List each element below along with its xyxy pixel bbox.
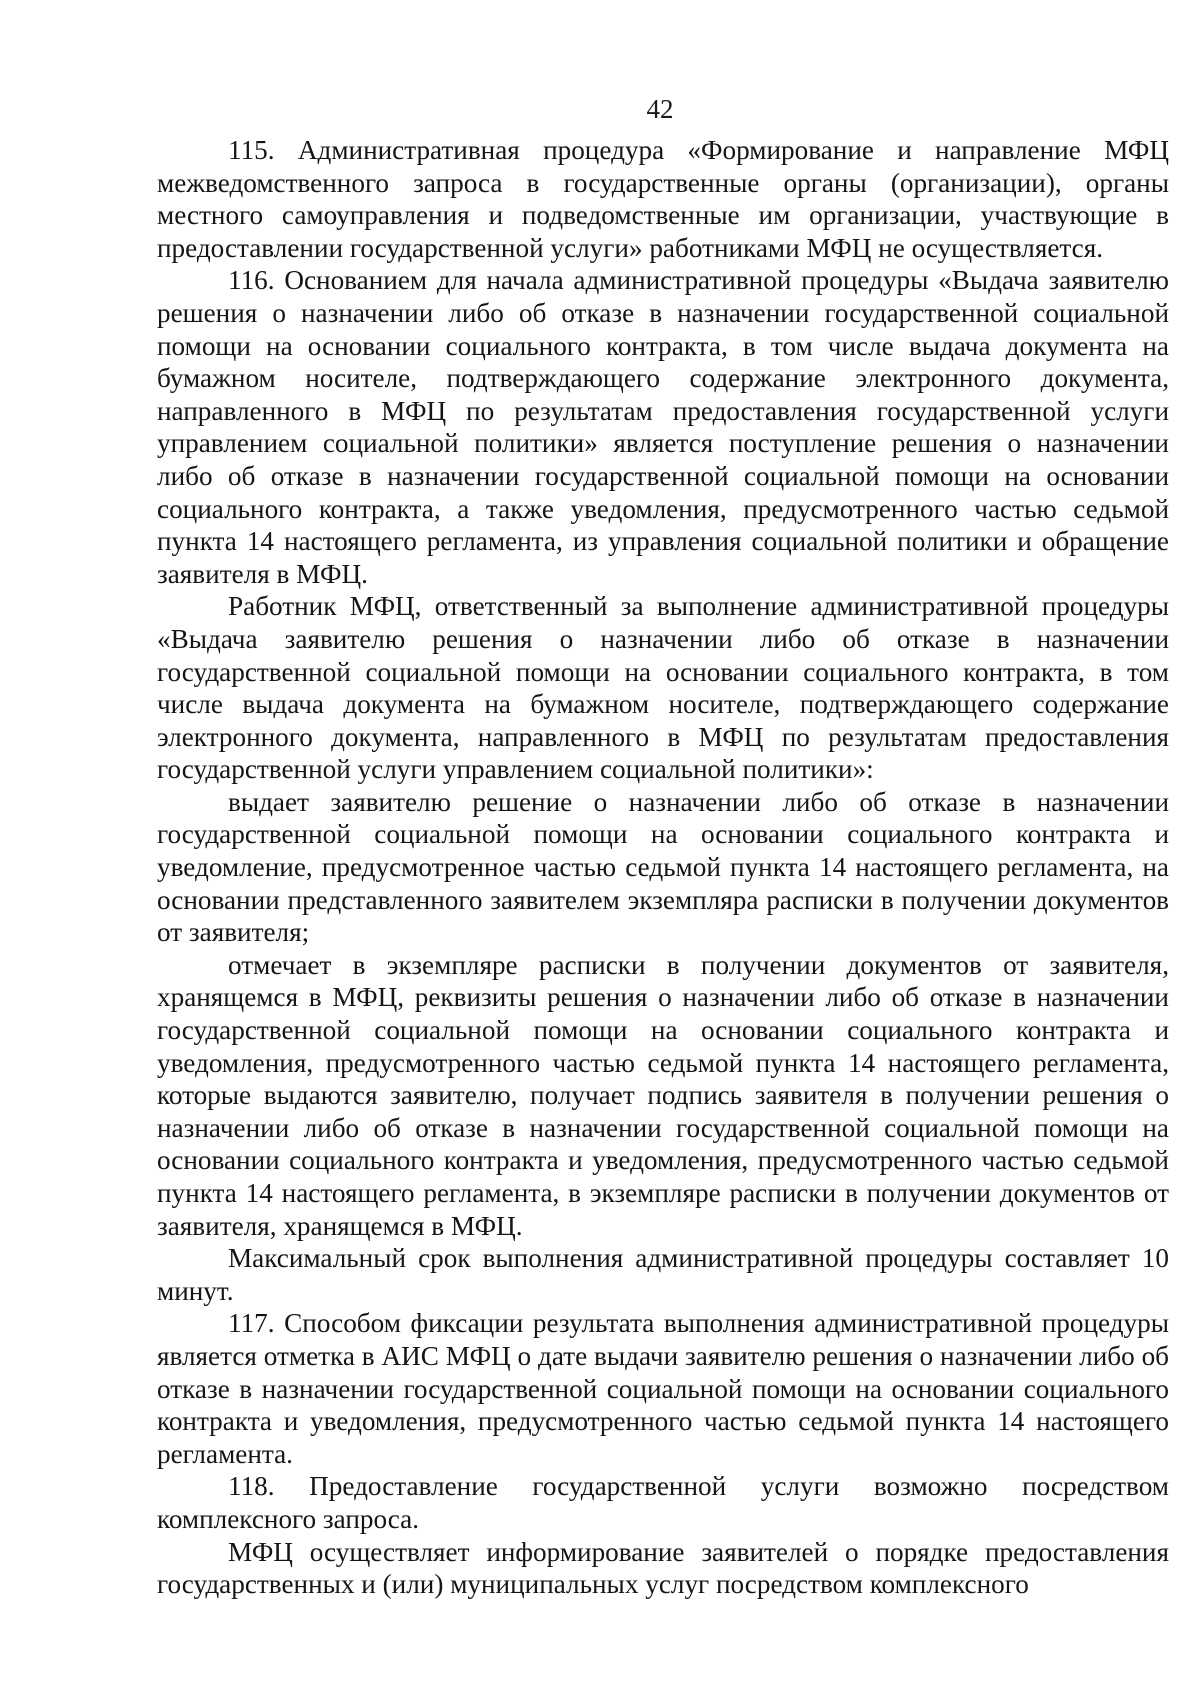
- paragraph-marks-receipt: отмечает в экземпляре расписки в получении документов от заявителя, хранящемся в МФЦ, реквизиты решения о назначении либо об отказе в назначении государственной социальной помощи на основании социального контракта и уведомления, предусмотренного частью седьмой пункта 14 настоящего регламента, которые выдаются заявителю, получает подпись заявителя в получении решения о назначении либо об отказе в назначении государственной социальной помощи на основании социального контракта и уведомления, предусмотренного частью седьмой пункта 14 настоящего регламента, в экземпляре расписки в получении документов от заявителя, хранящемся в МФЦ.: [157, 949, 1169, 1241]
- page-number: 42: [646, 94, 674, 124]
- paragraph-115: 115. Административная процедура «Формирование и направление МФЦ межведомственного запроса в государственные органы (организации), органы местного самоуправления и подведомственные им организации, участвующие в предоставлении государственной услуги» работниками МФЦ не осуществляется.: [157, 135, 1169, 263]
- paragraph-mfc-informs: МФЦ осуществляет информирование заявителей о порядке предоставления государственных и (или) муниципальных услуг посредством комплексного: [157, 1536, 1169, 1600]
- paragraph-max-duration: Максимальный срок выполнения административной процедуры составляет 10 минут.: [157, 1243, 1169, 1306]
- paragraph-issues-decision: выдает заявителю решение о назначении либо об отказе в назначении государственной социальной помощи на основании социального контракта и уведомление, предусмотренное частью седьмой пункта 14 настоящего регламента, на основании представленного заявителем экземпляра расписки в получении документов от заявителя;: [157, 786, 1169, 948]
- paragraph-mfc-worker: Работник МФЦ, ответственный за выполнение административной процедуры «Выдача заявителю решения о назначении либо об отказе в назначении государственной социальной помощи на основании социального контракта, в том числе выдача документа на бумажном носителе, подтверждающего содержание электронного документа, направленного в МФЦ по результатам предоставления государственной услуги управлением социальной политики»:: [157, 591, 1169, 785]
- paragraph-116: 116. Основанием для начала административной процедуры «Выдача заявителю решения о назначении либо об отказе в назначении государственной социальной помощи на основании социального контракта, в том числе выдача документа на бумажном носителе, подтверждающего содержание электронного документа, направленного в МФЦ по результатам предоставления государственной услуги управлением социальной политики» является поступление решения о назначении либо об отказе в назначении государственной социальной помощи на основании социального контракта, а также уведомления, предусмотренного частью седьмой пункта 14 настоящего регламента, из управления социальной политики и обращение заявителя в МФЦ.: [157, 265, 1169, 589]
- document-body: [157, 134, 1169, 1601]
- paragraph-117: 117. Способом фиксации результата выполнения административной процедуры является отметка в АИС МФЦ о дате выдачи заявителю решения о назначении либо об отказе в назначении государственной социальной помощи на основании социального контракта и уведомления, предусмотренного частью седьмой пункта 14 настоящего регламента.: [157, 1308, 1169, 1469]
- paragraph-118: 118. Предоставление государственной услуги возможно посредством комплексного запроса.: [157, 1471, 1169, 1534]
